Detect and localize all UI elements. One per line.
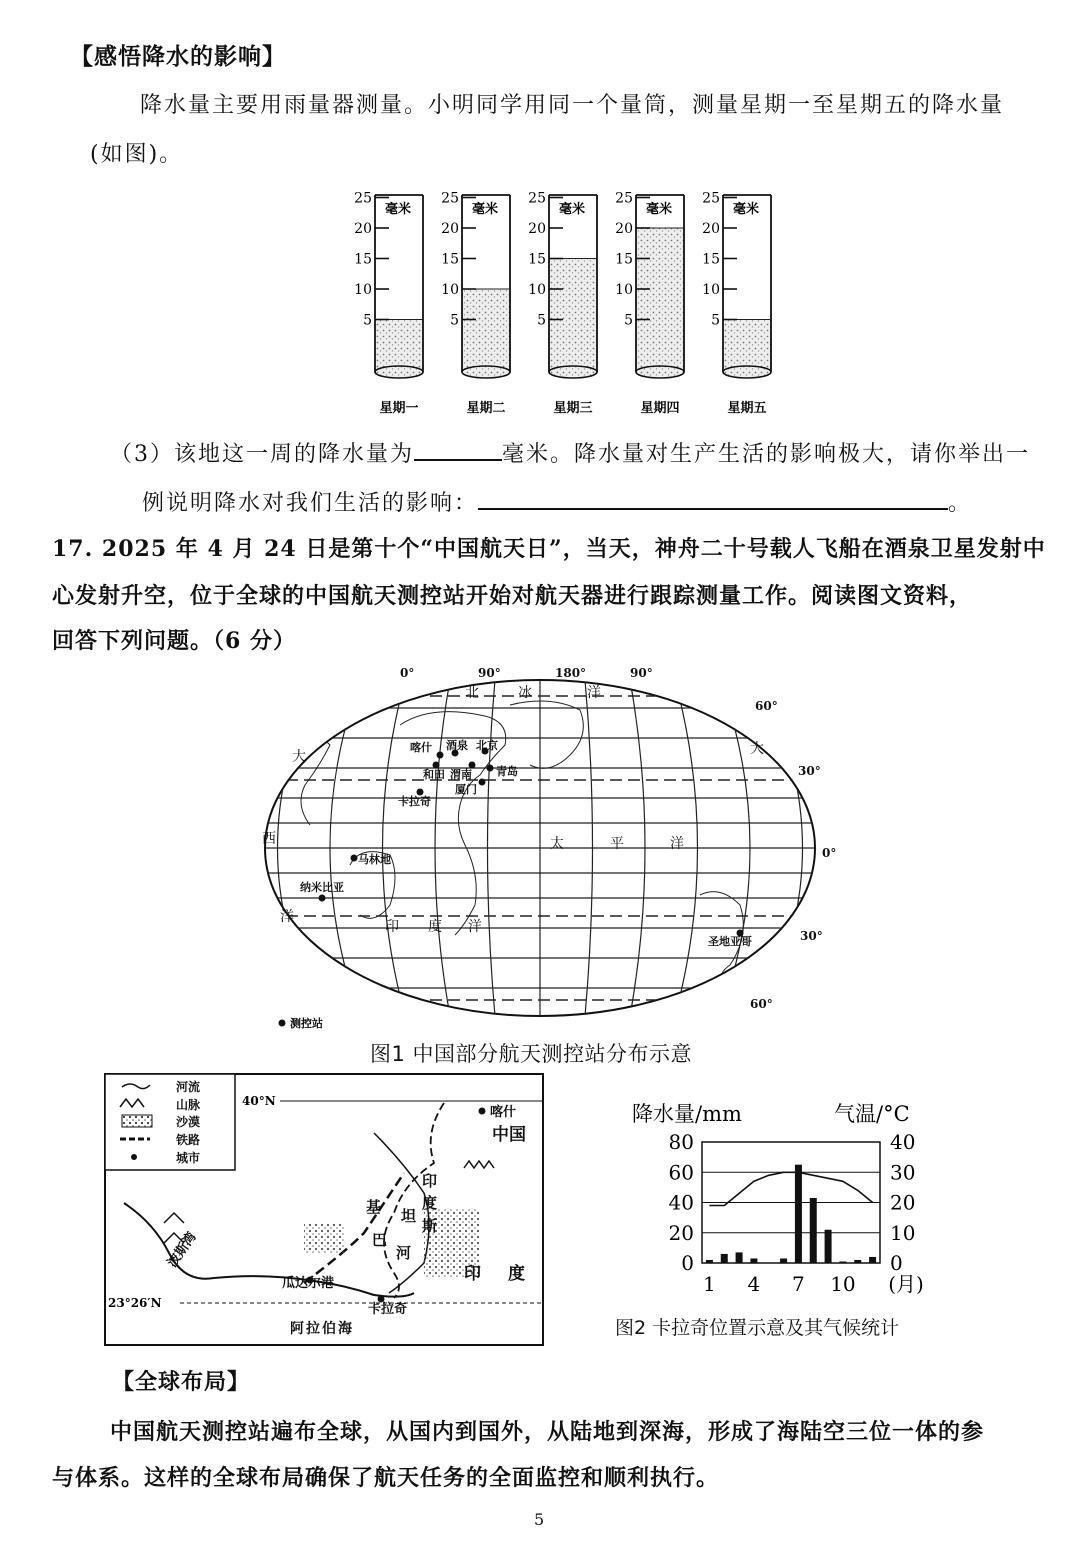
label-china: 中国 — [492, 1125, 526, 1145]
label-pakistan-char: 基 — [366, 1198, 382, 1216]
right-tick-label: 40 — [890, 1130, 916, 1154]
label-gwadar: 瓜达尔港 — [282, 1276, 335, 1291]
left-tick-label: 60 — [668, 1160, 694, 1185]
rain-gauge-5 — [702, 191, 771, 417]
x-tick-label: 10 — [830, 1272, 856, 1296]
answer-blank-total[interactable] — [414, 439, 502, 461]
ocean-char: 北 — [465, 685, 479, 701]
cylinder-unit: 毫米 — [559, 202, 586, 217]
precip-bar-10 — [839, 1261, 846, 1263]
intro-line-2: (如图)。 — [90, 142, 184, 167]
label-pakistan-char: 斯 — [422, 1217, 438, 1235]
x-tick-label: 7 — [792, 1272, 805, 1296]
station-dot — [487, 765, 494, 772]
cylinder-unit: 毫米 — [646, 202, 673, 217]
label-indus-char: 印 — [422, 1172, 438, 1190]
lat-label-30s: 30° — [800, 929, 823, 943]
tick-label: 5 — [624, 312, 633, 329]
precip-bar-2 — [721, 1254, 728, 1263]
question17-line3: 回答下列问题。（6 分） — [52, 628, 296, 654]
precip-bar-6 — [780, 1258, 787, 1263]
question3-text-d: 。 — [948, 491, 973, 516]
station-malindi: 马林地 — [358, 853, 391, 866]
answer-blank-example[interactable] — [478, 488, 948, 510]
lat-label-60n: 60° — [755, 699, 778, 713]
cylinder-base — [375, 366, 423, 378]
legend-city: 城市 — [176, 1151, 201, 1165]
cylinder-unit: 毫米 — [472, 202, 499, 217]
x-tick-label: 4 — [747, 1272, 761, 1296]
water-level — [375, 320, 423, 373]
tick-label: 20 — [354, 221, 372, 237]
station-kashi: 喀什 — [410, 741, 432, 754]
label-pakistan-char: 坦 — [401, 1207, 417, 1225]
day-label: 星期二 — [466, 401, 506, 416]
cylinder-base — [636, 366, 684, 378]
label-kashi: 喀什 — [490, 1105, 517, 1120]
rain-gauge-3 — [528, 191, 597, 417]
question17-line2: 心发射升空，位于全球的中国航天测控站开始对航天器进行跟踪测量工作。阅读图文资料， — [52, 583, 973, 609]
tick-label: 20 — [702, 221, 720, 237]
tick-label: 5 — [711, 312, 720, 329]
tick-label: 25 — [441, 190, 459, 207]
precip-bar-11 — [854, 1260, 861, 1263]
tick-label: 10 — [615, 282, 633, 298]
label-india-char: 印 — [464, 1264, 481, 1284]
legend-river: 河流 — [176, 1080, 201, 1094]
right-tick-label: 0 — [890, 1251, 903, 1275]
station-beijing: 北京 — [476, 739, 498, 752]
question3-line1 — [110, 437, 1030, 468]
water-level — [723, 320, 771, 373]
tick-label: 20 — [528, 221, 546, 237]
tick-label: 20 — [615, 221, 633, 237]
precip-bar-8 — [810, 1198, 817, 1263]
lon-label-0: 0° — [400, 666, 415, 680]
water-level — [549, 259, 597, 373]
fig1-caption: 图1 中国部分航天测控站分布示意 — [370, 1042, 693, 1066]
station-dot — [319, 895, 326, 902]
question3-text-c: 例说明降水对我们生活的影响： — [142, 491, 479, 516]
tick-label: 15 — [702, 251, 720, 268]
intro-line-1: 降水量主要用雨量器测量。小明同学用同一个量筒，测量星期一至星期五的降水量 — [140, 93, 1005, 118]
fig2-caption: 图2 卡拉奇位置示意及其气候统计 — [615, 1317, 900, 1339]
section-heading-global: 【全球布局】 — [112, 1369, 251, 1395]
day-label: 星期五 — [727, 401, 767, 416]
karachi-climate-chart — [620, 1095, 940, 1305]
lat-label-0: 0° — [822, 846, 837, 860]
tick-label: 25 — [702, 190, 720, 207]
rain-gauge-figure — [340, 185, 800, 425]
left-axis-title: 降水量/mm — [632, 1102, 742, 1126]
station-dot — [437, 752, 444, 759]
karachi-region-map — [104, 1073, 544, 1346]
temperature-line — [709, 1172, 872, 1205]
station-namibia: 纳米比亚 — [300, 881, 344, 894]
station-qingdao: 青岛 — [496, 765, 518, 778]
tick-label: 10 — [702, 282, 720, 298]
cylinder-base — [723, 366, 771, 378]
ocean-char: 冰 — [518, 685, 532, 701]
ocean-char: 大 — [750, 741, 764, 757]
tick-label: 10 — [354, 282, 372, 298]
precip-bar-1 — [706, 1260, 713, 1263]
tick-label: 25 — [354, 190, 372, 207]
station-hetian: 和田 — [423, 768, 445, 781]
tick-label: 20 — [441, 221, 459, 237]
page-number: 5 — [534, 1510, 545, 1529]
label-indus-char: 河 — [396, 1244, 412, 1262]
label-pakistan-char: 巴 — [372, 1231, 388, 1249]
tick-label: 5 — [450, 312, 459, 329]
lat-2326n: 23°26′N — [108, 1296, 162, 1310]
right-tick-label: 10 — [890, 1220, 916, 1245]
lat-label-30n: 30° — [798, 764, 821, 778]
precip-bar-12 — [869, 1257, 876, 1263]
left-tick-label: 80 — [668, 1130, 694, 1154]
tick-label: 25 — [528, 190, 546, 207]
water-level — [462, 289, 510, 372]
cylinder-unit: 毫米 — [733, 202, 760, 217]
tick-label: 10 — [441, 282, 459, 298]
label-arabian-sea: 阿拉伯海 — [290, 1321, 354, 1337]
precip-bar-9 — [825, 1230, 832, 1263]
tick-label: 15 — [354, 251, 372, 268]
label-india-char: 度 — [508, 1264, 525, 1284]
ocean-char: 印 — [385, 919, 399, 935]
rain-gauge-4 — [615, 191, 684, 417]
legend-desert: 沙漠 — [176, 1115, 201, 1129]
ocean-char: 洋 — [468, 919, 482, 935]
tick-label: 15 — [615, 251, 633, 268]
cylinder-base — [549, 366, 597, 378]
lat-label-60s: 60° — [750, 997, 773, 1011]
global-line-1: 中国航天测控站遍布全球，从国内到国外，从陆地到深海，形成了海陆空三位一体的参 — [110, 1419, 985, 1445]
station-santiago: 圣地亚哥 — [708, 935, 752, 948]
x-tick-label: 1 — [703, 1272, 716, 1296]
legend-railway: 铁路 — [176, 1133, 201, 1147]
rain-gauge-2 — [441, 191, 510, 417]
day-label: 星期一 — [379, 401, 419, 416]
legend-mountain: 山脉 — [176, 1098, 201, 1112]
right-axis-title: 气温/°C — [834, 1102, 910, 1126]
right-tick-label: 30 — [890, 1160, 916, 1185]
question3-line2 — [142, 486, 972, 517]
x-axis-unit: (月) — [888, 1272, 924, 1296]
lon-label-90e: 90° — [478, 666, 501, 680]
left-tick-label: 20 — [668, 1220, 694, 1245]
cylinder-unit: 毫米 — [385, 202, 412, 217]
right-tick-label: 20 — [890, 1190, 916, 1215]
ocean-char: 洋 — [587, 685, 601, 701]
ocean-char: 洋 — [670, 836, 684, 852]
ocean-char: 洋 — [280, 909, 294, 925]
legend-station-dot — [279, 1020, 286, 1027]
ocean-char: 西 — [262, 831, 276, 847]
rain-gauge-1 — [354, 191, 423, 417]
label-karachi: 卡拉奇 — [368, 1302, 408, 1317]
day-label: 星期四 — [640, 401, 680, 416]
lon-label-180: 180° — [555, 666, 587, 680]
cylinder-base — [462, 366, 510, 378]
ocean-char: 大 — [292, 749, 306, 765]
precip-bar-7 — [795, 1165, 802, 1263]
section-heading-rainfall: 【感悟降水的影响】 — [70, 43, 286, 70]
day-label: 星期三 — [553, 401, 593, 416]
station-dot — [479, 779, 486, 786]
ocean-char: 太 — [550, 836, 564, 852]
left-tick-label: 40 — [668, 1190, 694, 1215]
question17-line1: 17. 2025 年 4 月 24 日是第十个“中国航天日”，当天，神舟二十号载人飞船在酒泉卫星发射中 — [52, 536, 1046, 562]
legend-station-label: 测控站 — [290, 1017, 323, 1030]
tick-label: 5 — [363, 312, 372, 329]
left-tick-label: 0 — [681, 1251, 694, 1275]
station-jiuquan: 酒泉 — [446, 739, 468, 752]
station-dot — [351, 855, 358, 862]
label-indus-char: 度 — [422, 1194, 438, 1212]
water-level — [636, 228, 684, 372]
precip-bar-3 — [736, 1252, 743, 1263]
tick-label: 15 — [528, 251, 546, 268]
question3-text-b: 毫米。降水量对生产生活的影响极大，请你举出一 — [502, 442, 1031, 467]
ocean-char: 平 — [610, 836, 624, 852]
station-karachi: 卡拉奇 — [398, 795, 431, 808]
tick-label: 10 — [528, 282, 546, 298]
station-xiamen: 厦门 — [455, 783, 477, 796]
lat-40n: 40°N — [242, 1094, 276, 1108]
tick-label: 5 — [537, 312, 546, 329]
tick-label: 15 — [441, 251, 459, 268]
global-line-2: 与体系。这样的全球布局确保了航天任务的全面监控和顺利执行。 — [52, 1465, 720, 1491]
label-persian-gulf: 波斯湾 — [164, 1229, 200, 1271]
ocean-char: 度 — [428, 919, 442, 935]
station-weinan: 渭南 — [450, 768, 472, 781]
question3-text-a: （3）该地这一周的降水量为 — [110, 442, 414, 467]
precip-bar-4 — [750, 1258, 757, 1263]
world-map-figure — [250, 665, 840, 1045]
lon-label-90w: 90° — [630, 666, 653, 680]
tick-label: 25 — [615, 190, 633, 207]
